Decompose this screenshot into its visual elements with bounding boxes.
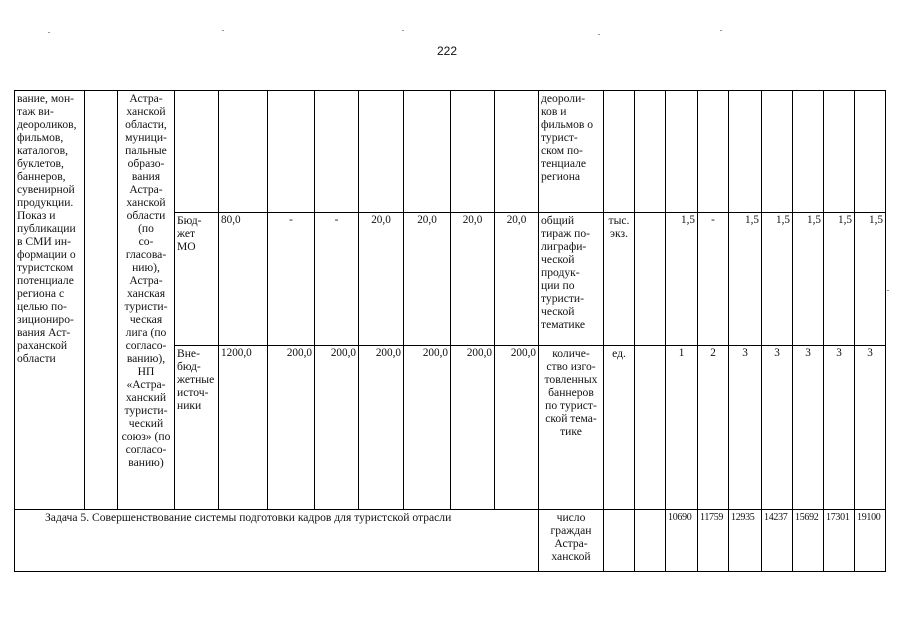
indicator-value: 14237 <box>762 510 793 572</box>
value-cell <box>824 91 855 213</box>
indicator-value: 1,5 <box>729 213 762 346</box>
cost-cell <box>315 91 359 213</box>
value-cell <box>666 91 698 213</box>
value-cell <box>698 91 729 213</box>
scan-speck <box>887 290 889 291</box>
indicator-value: 2 <box>698 346 729 510</box>
base-value-cell <box>635 91 666 213</box>
unit-of-measure: тыс. экз. <box>604 213 635 346</box>
indicator-value: 3 <box>855 346 886 510</box>
base-value-cell <box>635 213 666 346</box>
cost-value: 80,0 <box>219 213 268 346</box>
indicator-value: - <box>698 213 729 346</box>
cost-value: 200,0 <box>451 346 495 510</box>
unit-cell <box>604 91 635 213</box>
funding-source: Бюд- жет МО <box>175 213 219 346</box>
scan-speck <box>48 32 50 33</box>
value-cell <box>793 91 824 213</box>
indicator-value: 1,5 <box>666 213 698 346</box>
source-cell <box>175 91 219 213</box>
cost-value: 200,0 <box>495 346 539 510</box>
indicator-value: 3 <box>824 346 855 510</box>
indicator-name: общий тираж по- лиграфи- ческой продук- ции по туристи- ческой тематике <box>539 213 604 346</box>
cost-value: - <box>268 213 315 346</box>
cost-cell <box>268 91 315 213</box>
base-value-cell <box>635 346 666 510</box>
unit-cell <box>604 510 635 572</box>
indicator-value: 11759 <box>698 510 729 572</box>
indicator-value: 1 <box>666 346 698 510</box>
indicator-value: 3 <box>762 346 793 510</box>
indicator-name: число граждан Астра- ханской <box>539 510 604 572</box>
indicator-name: деороли- ков и фильмов о турист- ском по- тенциале региона <box>539 91 604 213</box>
term-cell <box>85 91 118 510</box>
table-row <box>15 91 886 213</box>
cost-cell <box>404 91 451 213</box>
table-row <box>15 510 886 572</box>
indicator-name: количе- ство изго- товленных баннеров по турист- ской тема- тике <box>539 346 604 510</box>
indicator-value: 1,5 <box>793 213 824 346</box>
value-cell <box>855 91 886 213</box>
scan-speck <box>222 30 224 31</box>
program-table <box>14 90 886 572</box>
cost-value: 200,0 <box>315 346 359 510</box>
value-cell <box>729 91 762 213</box>
indicator-value: 1,5 <box>855 213 886 346</box>
cost-value: 200,0 <box>404 346 451 510</box>
scan-speck <box>720 30 722 31</box>
cost-value: - <box>315 213 359 346</box>
indicator-value: 12935 <box>729 510 762 572</box>
indicator-value: 10690 <box>666 510 698 572</box>
indicator-value: 17301 <box>824 510 855 572</box>
unit-of-measure: ед. <box>604 346 635 510</box>
cost-value: 200,0 <box>268 346 315 510</box>
executors: Астра- ханской области, муници- пальные образо- вания Астра- ханской области (по со- гласова- нию), Астра- ханская туристи- ческая лига (по согласо- ванию), НП «Астра- ханский туристи- ческий союз» (по согласо- ванию) <box>118 91 175 510</box>
cost-value: 1200,0 <box>219 346 268 510</box>
cost-value: 20,0 <box>359 213 404 346</box>
indicator-value: 15692 <box>793 510 824 572</box>
cost-cell <box>359 91 404 213</box>
cost-value: 20,0 <box>495 213 539 346</box>
cost-cell <box>451 91 495 213</box>
indicator-value: 1,5 <box>824 213 855 346</box>
cost-value: 20,0 <box>404 213 451 346</box>
page-number: 222 <box>437 44 458 58</box>
scan-speck <box>598 34 600 35</box>
scan-speck <box>402 30 404 31</box>
cost-value: 20,0 <box>451 213 495 346</box>
activity-description: вание, мон- таж ви- деороликов, фильмов, каталогов, буклетов, баннеров, сувенирной продукции. Показ и публикации в СМИ ин- формации о туристском потенциале региона с целью по- зициониро- вания Аст- раханской области <box>15 91 85 510</box>
indicator-value: 19100 <box>855 510 886 572</box>
indicator-value: 3 <box>793 346 824 510</box>
cost-cell <box>219 91 268 213</box>
indicator-value: 1,5 <box>762 213 793 346</box>
task-heading: Задача 5. Совершенствование системы подготовки кадров для туристской отрасли <box>15 510 539 572</box>
value-cell <box>762 91 793 213</box>
cost-cell <box>495 91 539 213</box>
indicator-value: 3 <box>729 346 762 510</box>
funding-source: Вне- бюд- жетные источ- ники <box>175 346 219 510</box>
cost-value: 200,0 <box>359 346 404 510</box>
base-value-cell <box>635 510 666 572</box>
